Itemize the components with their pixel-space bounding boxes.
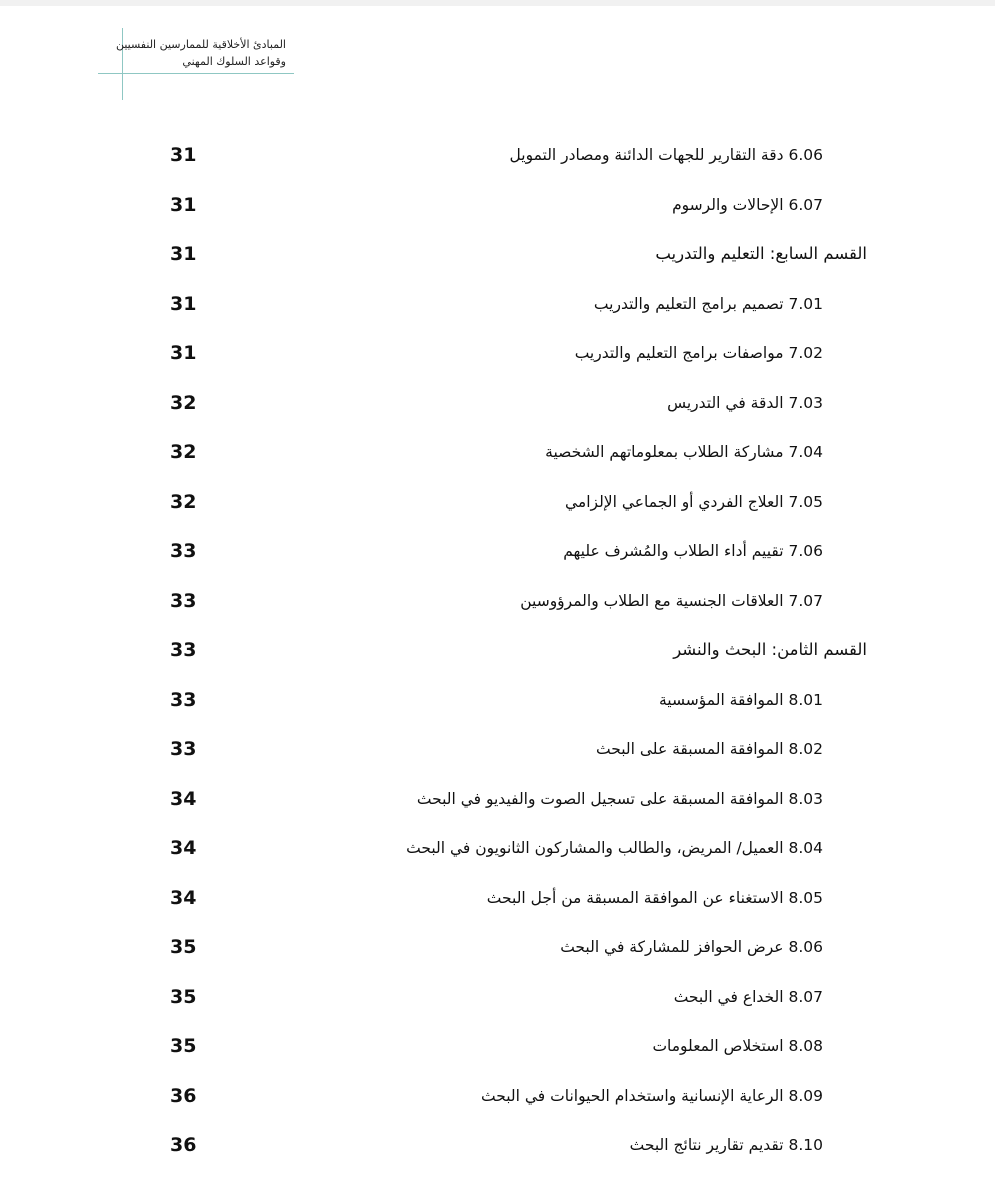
toc-page-number: 34 [170,886,197,909]
toc-entry-title: 6.07 الإحالات والرسوم [672,195,823,214]
toc-entry-title: القسم الثامن: البحث والنشر [673,640,867,659]
toc-page-number: 35 [170,985,197,1008]
toc-page-number: 36 [170,1134,197,1156]
toc-page-number: 31 [170,243,197,265]
toc-entry-title: 7.01 تصميم برامج التعليم والتدريب [593,294,823,313]
toc-entry-title: 8.10 تقديم تقارير نتائج البحث [629,1136,823,1154]
toc-entry[interactable] [0,874,995,924]
table-of-contents [0,131,995,1171]
toc-entry[interactable] [0,428,995,478]
toc-page-number: 32 [170,391,197,414]
toc-page-number: 36 [170,1084,197,1107]
toc-entry-title: 7.07 العلاقات الجنسية مع الطلاب والمرؤوسين [520,591,823,610]
toc-page-number: 31 [170,342,197,364]
toc-entry-title: 8.07 الخداع في البحث [673,987,823,1006]
toc-entry-title: 8.03 الموافقة المسبقة على تسجيل الصوت والفيديو في البحث [416,789,823,808]
toc-page-number: 32 [170,441,197,463]
toc-entry-title: 7.06 تقييم أداء الطلاب والمُشرف عليهم [563,542,823,560]
toc-entry[interactable] [0,280,995,330]
toc-entry[interactable] [0,478,995,528]
toc-page-number: 33 [170,738,197,760]
toc-page-number: 35 [170,1035,197,1057]
toc-entry[interactable] [0,1072,995,1122]
running-header-line-2: وقواعد السلوك المهني [182,55,286,68]
toc-page-number: 33 [170,589,197,612]
toc-entry[interactable] [0,775,995,825]
toc-page-number: 33 [170,688,197,711]
toc-entry-title: 8.09 الرعاية الإنسانية واستخدام الحيوانات في البحث [481,1086,823,1105]
toc-page-number: 33 [170,639,197,661]
toc-entry[interactable] [0,379,995,429]
page-top-edge [0,0,995,6]
toc-page-number: 34 [170,787,197,810]
toc-page-number: 34 [170,837,197,859]
toc-entry-title: 6.06 دقة التقارير للجهات الدائنة ومصادر التمويل [509,146,823,164]
toc-entry[interactable] [0,181,995,231]
toc-entry-title: 7.04 مشاركة الطلاب بمعلوماتهم الشخصية [545,443,823,461]
toc-page-number: 35 [170,936,197,958]
header-divider-horizontal [98,73,294,74]
running-header [115,36,286,70]
toc-entry-title: 8.06 عرض الحوافز للمشاركة في البحث [560,938,823,956]
toc-entry-title: 7.05 العلاج الفردي أو الجماعي الإلزامي [565,492,823,511]
toc-entry-title: 8.04 العميل/ المريض، والطالب والمشاركون الثانويون في البحث [406,839,823,857]
toc-entry-title: 8.01 الموافقة المؤسسية [658,690,823,709]
toc-entry-title: 8.05 الاستغناء عن الموافقة المسبقة من أجل البحث [486,888,823,907]
toc-page-number: 32 [170,490,197,513]
toc-entry[interactable] [0,725,995,775]
toc-section-heading[interactable] [0,230,995,280]
toc-entry[interactable] [0,329,995,379]
toc-entry[interactable] [0,1121,995,1171]
toc-entry-title: 8.02 الموافقة المسبقة على البحث [596,740,823,758]
toc-entry[interactable] [0,824,995,874]
toc-page-number: 31 [170,292,197,315]
toc-page-number: 31 [170,193,197,216]
toc-entry-title: القسم السابع: التعليم والتدريب [655,244,867,263]
toc-entry-title: 8.08 استخلاص المعلومات [652,1037,823,1055]
running-header-line-1: المبادئ الأخلاقية للممارسين النفسيين [115,38,286,51]
toc-entry[interactable] [0,577,995,627]
toc-entry[interactable] [0,527,995,577]
toc-entry[interactable] [0,1022,995,1072]
toc-entry-title: 7.03 الدقة في التدريس [667,393,823,412]
toc-page-number: 33 [170,540,197,562]
toc-page-number: 31 [170,144,197,166]
toc-entry[interactable] [0,131,995,181]
toc-entry-title: 7.02 مواصفات برامج التعليم والتدريب [574,344,823,362]
toc-section-heading[interactable] [0,626,995,676]
toc-entry[interactable] [0,676,995,726]
toc-entry[interactable] [0,973,995,1023]
toc-entry[interactable] [0,923,995,973]
